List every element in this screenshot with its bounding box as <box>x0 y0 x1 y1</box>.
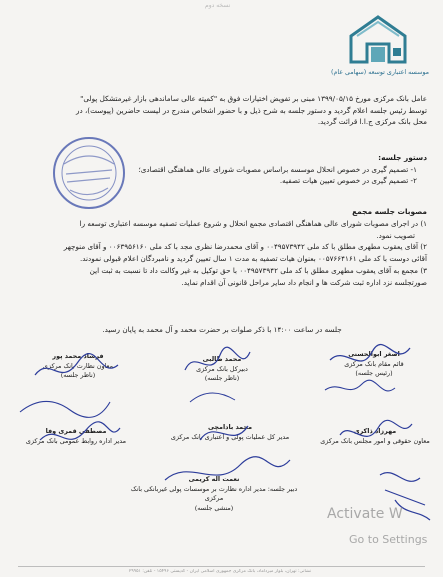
top-note: نسخه دوم <box>205 2 231 9</box>
resolutions-section <box>17 206 427 289</box>
signatory-title: قائم مقام بانک مرکزی <box>344 359 404 368</box>
resolution-line: تصویب نمود. <box>376 230 415 240</box>
resolution-line: ۱) در اجرای مصوبات شورای عالی هماهنگی اقتصادی مجمع انحلال و شروع عملیات تصفیه موسسه اعتباری توسعه را <box>79 218 427 228</box>
resolution-line: صورتجلسه نزد اداره ثبت شرکت ها و انجام داد سایر مراحل قانونی آن اقدام نماید. <box>181 277 427 287</box>
signatory-role: (منشی جلسه) <box>194 503 234 512</box>
intro-paragraph <box>17 93 427 128</box>
signatory-name: محمد بادامچی <box>207 423 253 431</box>
footer-address: نشانی: تهران، بلوار میرداماد، بانک مرکزی جمهوری اسلامی ایران - کدپستی ۱۵۴۹۶ - تلفن: ۲۹۹۵۱ <box>128 569 312 574</box>
intro-line: توسط رئیس جلسه اعلام گردید و دستور جلسه به شرح ذیل و با حضور اشخاص مندرج در لیست حاضرین (پیوست)، در <box>76 105 427 115</box>
agenda-item: ۲- تصمیم گیری در خصوص تعیین هیات تصفیه. <box>279 176 417 185</box>
agenda-title: دستور جلسه: <box>378 153 427 162</box>
institution-logo <box>349 14 407 64</box>
signatory-name: فرشاد محمد پور <box>52 352 104 360</box>
activation-watermark: Activate W <box>327 506 403 522</box>
signatory-name: مصطفی قمری وفا <box>45 427 107 435</box>
signatory-role: (رئیس جلسه) <box>355 369 393 377</box>
signatory-name: مهرزاد ذاکری <box>353 427 397 435</box>
resolution-line: ۲) آقای یعقوب مطهری مطلق با کد ملی ۰۰۴۹۵۷۳۹۴۲ و آقای محمدرضا نظری مجد با کد ملی ۰۰۶۳۹۵۶۱۶۰ و آقای منوچهر <box>63 242 427 252</box>
agenda-item: ۱- تصمیم گیری در خصوص انحلال موسسه براساس مصوبات شورای عالی هماهنگی اقتصادی؛ <box>138 164 417 174</box>
resolution-line: آقائی دوست با کد ملی ۰۰۵۷۶۶۴۱۶۱ بعنوان هیات تصفیه به مدت ۱ سال تعیین گردید و نامبردگان اعلام قبولی نمودند. <box>79 254 427 264</box>
signatory-title: دبیر جلسه: مدیر اداره نظارت بر موسسات پولی غیربانکی بانک مرکزی <box>130 484 298 502</box>
signatory-title: مدیر کل عملیات پولی و اعتباری بانک مرکزی <box>170 432 290 441</box>
resolution-line: ۳) مجمع به آقای یعقوب مطهری مطلق با کد ملی ۰۰۴۹۵۷۳۹۴۲ با حق توکیل به غیر وکالت داد تا نسبت به ثبت این <box>89 265 427 275</box>
signatory-title: معاون نظارت بانک مرکزی <box>42 361 114 370</box>
intro-line: محل بانک مرکزی ج.ا.ا قرائت گردید. <box>317 117 427 126</box>
signatory-name: محمد طالبی <box>202 355 242 363</box>
signatory-name: نعمت اله کریمی <box>188 475 240 483</box>
signatory-role: (ناظر جلسه) <box>60 371 96 379</box>
signatory-name: اصغر ابوالحسنی <box>348 350 400 358</box>
footer-divider <box>18 566 425 567</box>
signatory-role: (ناظر جلسه) <box>204 374 240 382</box>
official-stamp <box>50 134 128 212</box>
organization-name: موسسه اعتباری توسعه (سهامی عام) <box>331 69 429 76</box>
closing-statement: جلسه در ساعت ۱۴:۰۰ با ذکر صلوات بر حضرت محمد و آل محمد به پایان رسید. <box>102 325 342 334</box>
signatory-title: دبیرکل بانک مرکزی <box>196 364 248 373</box>
intro-line: عامل بانک مرکزی مورخ ۱۳۹۹/۰۵/۱۵ مبنی بر تفویض اختیارات فوق به "کمیته عالی ساماندهی بازار غیرمتشکل پولی" <box>80 94 427 103</box>
resolutions-title: مصوبات جلسه مجمع <box>352 207 427 216</box>
signatory-title: مدیر اداره روابط عمومی بانک مرکزی <box>25 436 127 445</box>
signatory-title: معاون حقوقی و امور مجلس بانک مرکزی <box>320 436 430 445</box>
activation-watermark-settings: Go to Settings <box>349 533 428 546</box>
